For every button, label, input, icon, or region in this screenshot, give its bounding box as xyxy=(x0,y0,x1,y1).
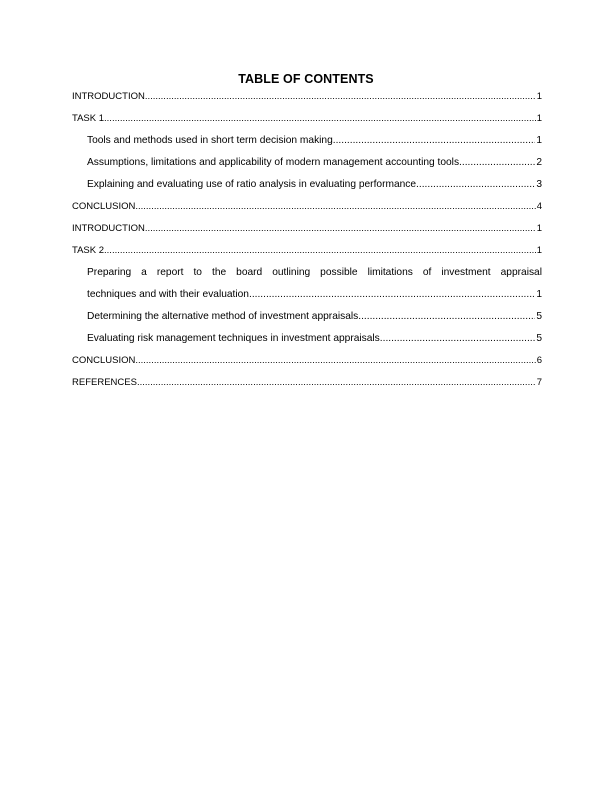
toc-title: TABLE OF CONTENTS xyxy=(238,72,374,86)
toc-entry-label: Tools and methods used in short term decision making xyxy=(87,135,333,146)
toc-page-number: 1 xyxy=(536,289,542,300)
toc-entry-label: CONCLUSION xyxy=(72,201,136,212)
toc-entry-tools-and-methods[interactable] xyxy=(72,133,542,155)
toc-entry-risk-management[interactable] xyxy=(72,331,542,353)
toc-entry-label: INTRODUCTION xyxy=(72,91,145,102)
toc-page-number: 6 xyxy=(536,355,542,366)
toc-entry-label: CONCLUSION xyxy=(72,355,136,366)
toc-entry-alternative-method[interactable] xyxy=(72,309,542,331)
toc-leader-dots xyxy=(104,111,536,127)
toc-entry-label: Assumptions, limitations and applicability of modern management accounting tools xyxy=(87,157,460,168)
toc-entry-label: REFERENCES xyxy=(72,377,137,388)
toc-entry-ratio-analysis[interactable] xyxy=(72,177,542,199)
toc-page-number: 4 xyxy=(536,201,542,212)
toc-page-number: 7 xyxy=(536,377,542,388)
toc-entry-task-1[interactable] xyxy=(72,111,542,133)
toc-entry-label: Preparing a report to the board outlining possible limitations of investment appraisal xyxy=(87,267,542,278)
toc-page-number: 1 xyxy=(536,91,542,102)
toc-leader-dots xyxy=(145,221,536,237)
toc-entry-label: INTRODUCTION xyxy=(72,223,145,234)
toc-leader-dots xyxy=(333,133,536,149)
toc-leader-dots xyxy=(104,243,536,259)
toc-leader-dots xyxy=(135,353,535,369)
toc-page-number: 1 xyxy=(536,223,542,234)
toc-entry-assumptions-limitations[interactable] xyxy=(72,155,542,177)
toc-page-number: 2 xyxy=(536,157,542,168)
toc-entry-preparing-report-line1[interactable] xyxy=(72,265,542,287)
toc-entry-task-2[interactable] xyxy=(72,243,542,265)
toc-leader-dots xyxy=(358,309,535,325)
toc-entry-label: Explaining and evaluating use of ratio analysis in evaluating performance xyxy=(87,179,417,190)
toc-leader-dots xyxy=(416,177,535,193)
toc-entry-introduction[interactable] xyxy=(72,89,542,111)
toc-entry-references[interactable] xyxy=(72,375,542,397)
toc-entry-conclusion[interactable] xyxy=(72,199,542,221)
toc-entry-conclusion-2[interactable] xyxy=(72,353,542,375)
toc-page-number: 5 xyxy=(536,333,542,344)
toc-leader-dots xyxy=(380,331,536,347)
toc-entry-label: TASK 2 xyxy=(72,245,105,256)
toc-page-number: 1 xyxy=(536,245,542,256)
toc-leader-dots xyxy=(249,287,535,303)
toc-page-number: 1 xyxy=(536,135,542,146)
toc-leader-dots xyxy=(145,89,536,105)
toc-page-number: 1 xyxy=(536,113,542,124)
toc-entry-label: Evaluating risk management techniques in investment appraisals xyxy=(87,333,380,344)
toc-entry-label: techniques and with their evaluation xyxy=(87,289,249,300)
table-of-contents xyxy=(72,89,542,397)
toc-page-number: 5 xyxy=(536,311,542,322)
toc-leader-dots xyxy=(135,199,535,215)
toc-leader-dots xyxy=(459,155,535,171)
toc-leader-dots xyxy=(137,375,536,391)
toc-entry-introduction-2[interactable] xyxy=(72,221,542,243)
toc-page-number: 3 xyxy=(536,179,542,190)
toc-entry-label: Determining the alternative method of investment appraisals xyxy=(87,311,359,322)
toc-entry-preparing-report-line2[interactable] xyxy=(72,287,542,309)
toc-entry-label: TASK 1 xyxy=(72,113,105,124)
